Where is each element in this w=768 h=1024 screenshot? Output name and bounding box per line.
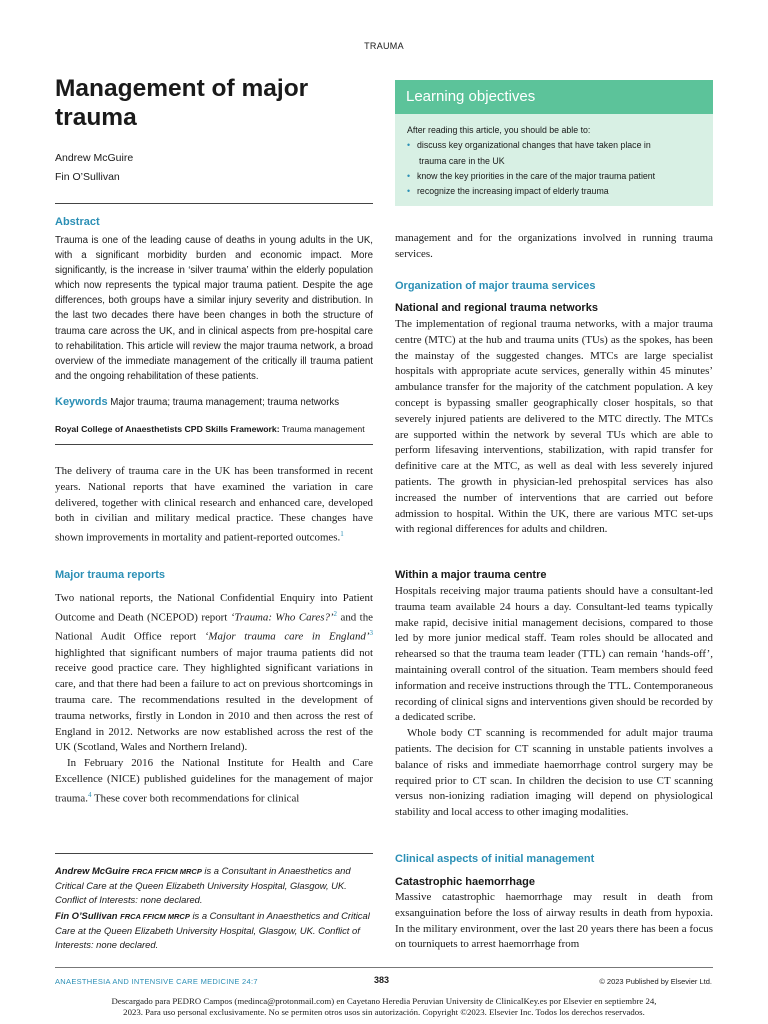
footer-divider	[55, 967, 713, 968]
networks-paragraph: The implementation of regional trauma networks, with a major trauma centre (MTC) at the hub and trauma units (TUs) as the spokes, has been the mainstay of the suggested changes. MTCs are large specialist hospitals with appropriate acute services, generally within 45 minutes’ ambulance transfer for the majority of the catchment population. A key concept is bypassing smaller geographically closer hospitals, so that severely injured patients are delivered to the MTC directly. The MTCs are supported within the network by several TUs which are able to perform lifesaving interventions, stabilization, with rapid transfer for definitive care at the MTC, as well as deal with less severely injured patients. The growth in physician-led prehospital services has also increased the number of interventions that are carried out before admission to hospital. Within the UK, there are various MTC set-ups with regional differences for adults and children.	[395, 318, 713, 536]
section-heading: Major trauma reports	[55, 569, 166, 581]
subsection-heading: Catastrophic haemorrhage	[395, 876, 535, 888]
cpd-framework	[55, 424, 373, 434]
subsection-heading: Within a major trauma centre	[395, 569, 547, 581]
reference-link[interactable]: 3	[369, 629, 373, 638]
author-bio: Fin O’Sullivan FRCA FFICM MRCP is a Consultant in Anaesthetics and Critical Care at the Queen Elizabeth University Hospital, Glasgow, UK. Conflict of Interests: none declared.	[55, 910, 370, 951]
reference-link[interactable]: 4	[87, 790, 92, 799]
cpd-framework-label: Royal College of Anaesthetists CPD Skills Framework:	[55, 424, 280, 434]
divider	[55, 444, 373, 445]
cpd-framework-value: Trauma management	[281, 424, 365, 434]
reports-paragraph: Two national reports, the National Confidential Enquiry into Patient Outcome and Death (NCEPOD) report ‘Trauma: Who Cares?’$^2$ and the National Audit Office report ‘Major trauma care in England’$^3$ highlighted that significant numbers of major trauma patients did not receive good practice care. They highlighted significant variations in care, and that there had been a failure to act on previous shortcomings in trauma care. The recommendations resulted in the development of trauma networks, firstly in London in 2010 and then across the rest of England in 2012. Networks are now established across the rest of the UK (Scotland, Wales and Northern Ireland). In February 2016 the National Institute for Health and Care Excellence (NICE) published guidelines for the management of major trauma.$^4$ These cover both recommendations for clinical	[55, 592, 373, 805]
author-bio: Andrew McGuire FRCA FFICM MRCP is a Consultant in Anaesthetics and Critical Care at the Queen Elizabeth University Hospital, Glasgow, UK. Conflict of Interests: none declared.	[55, 865, 351, 906]
within-paragraph: Hospitals receiving major trauma patients should have a consultant-led trauma team available 24 hours a day. Consultant-led teams typically make rapid, decisive initial management decisions, compared to those led by more junior medical staff. Team roles should be allocated and rehearsed so that the trauma team leader (TTL) can remain ‘hands-off’, maintaining overall control of the situation. Team members should feed information and receive instructions through the TTL. Contemporaneous recording of clinical signs and interventions given should be recorded by a dedicated scribe. Whole body CT scanning is recommended for adult major trauma patients. The decision for CT scanning in unstable patients involves a balance of risks and immediate haemorrhage control surgery may be required prior to CT scan. In children the decision to use CT scanning versus non-ionizing radiation imaging will depend on physiological stability and local access to other imaging modalities.	[395, 585, 713, 819]
section-heading: Organization of major trauma services	[395, 280, 596, 292]
reference-link[interactable]: 2	[333, 609, 338, 618]
continued-paragraph: management and for the organizations involved in running trauma services.	[395, 232, 713, 260]
download-notice: Descargado para PEDRO Campos (medinca@protonmail.com) en Cayetano Heredia Peruvian University de ClinicalKey.es por Elsevier en septiembre 24, 2023. Para uso personal exclusivamente. No se permiten otros usos sin autorización. Copyright ©2023. Elsevier Inc. Todos los derechos reservados.	[111, 996, 657, 1017]
section-heading: Clinical aspects of initial management	[395, 853, 595, 865]
haemorrhage-paragraph: Massive catastrophic haemorrhage may result in death from exsanguination before the loss of airway results in death from hypoxia. In the military environment, over the last 20 years there has been a focus on tourniquets to arrest haemorrhage from	[395, 891, 713, 951]
list-item: • discuss key organizational changes that have taken place in trauma care in the UK	[407, 140, 651, 166]
keywords-list: Major trauma; trauma management; trauma networks	[110, 397, 340, 408]
copyright: © 2023 Published by Elsevier Ltd.	[599, 977, 712, 986]
bullet-icon: •	[407, 140, 411, 150]
keywords-label: Keywords	[55, 396, 108, 408]
bullet-icon: •	[407, 186, 411, 196]
author-name: Andrew McGuire	[55, 152, 134, 164]
running-head: TRAUMA	[364, 41, 404, 51]
reference-link[interactable]: 1	[340, 530, 344, 539]
list-item: • know the key priorities in the care of the major trauma patient	[407, 169, 707, 185]
journal-info: ANAESTHESIA AND INTENSIVE CARE MEDICINE 24:7	[55, 977, 258, 986]
page-number: 383	[374, 975, 390, 985]
abstract-heading: Abstract	[55, 216, 100, 228]
author-name: Fin O’Sullivan	[55, 171, 120, 183]
divider	[55, 853, 373, 854]
learning-objectives-intro: After reading this article, you should be able to:	[407, 125, 591, 135]
list-item: • recognize the increasing impact of elderly trauma	[407, 184, 707, 200]
divider	[55, 203, 373, 204]
subsection-heading: National and regional trauma networks	[395, 302, 598, 314]
intro-paragraph: The delivery of trauma care in the UK has been transformed in recent years. National reports that have examined the variation in care delivered, together with clinical research and enhanced care, developed both in civilian and military medical practice. These changes have shown improvements in mortality and patient-reported outcomes.$^1$	[55, 465, 373, 544]
bullet-icon: •	[407, 171, 411, 181]
learning-objectives-title: Learning objectives	[406, 88, 536, 105]
article-title: Management of major trauma	[55, 75, 309, 131]
keywords	[55, 396, 373, 408]
abstract-text: Trauma is one of the leading cause of deaths in young adults in the UK, with a significant morbidity burden and economic impact. More significantly, is the increase in ‘silver trauma’ within the elderly population which now represents the typical major trauma patient. Despite the age differences, both groups have a similar injury severity and distribution. In the last two decades there have been changes in both the structure of trauma care across the UK, and in clinical aspects from pre-hospital care to rehabilitation. This article will review the major trauma network, a broad overview of the immediate management of the critically ill trauma patient and the ongoing rehabilitation of these patients.	[55, 235, 373, 382]
